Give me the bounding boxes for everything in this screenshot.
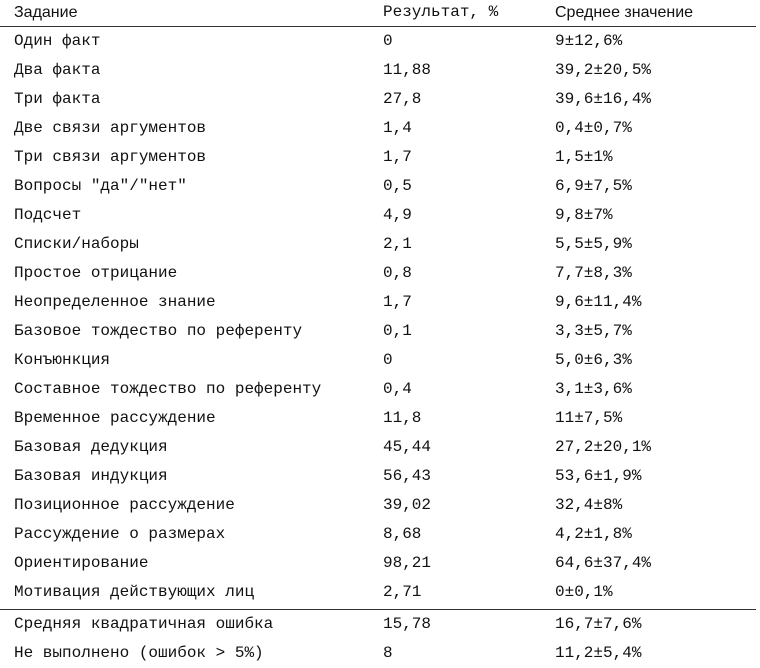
table-body xyxy=(0,27,756,607)
cell-mean: 64,6±37,4% xyxy=(555,554,652,572)
cell-result: 98,21 xyxy=(383,554,432,572)
cell-result: 0,8 xyxy=(383,264,412,282)
cell-mean: 3,3±5,7% xyxy=(555,322,632,340)
table-row xyxy=(0,85,756,114)
cell-task: Средняя квадратичная ошибка xyxy=(14,615,274,633)
cell-result: 56,43 xyxy=(383,467,432,485)
cell-result: 27,8 xyxy=(383,90,422,108)
cell-mean: 16,7±7,6% xyxy=(555,615,642,633)
cell-result: 1,7 xyxy=(383,293,412,311)
table-row xyxy=(0,288,756,317)
table-row xyxy=(0,172,756,201)
table-row xyxy=(0,462,756,491)
cell-result: 8,68 xyxy=(383,525,422,543)
table-row xyxy=(0,578,756,607)
cell-result: 8 xyxy=(383,644,393,662)
table-row xyxy=(0,230,756,259)
cell-mean: 39,2±20,5% xyxy=(555,61,652,79)
table-row xyxy=(0,549,756,578)
cell-task: Базовое тождество по референту xyxy=(14,322,303,340)
cell-result: 39,02 xyxy=(383,496,432,514)
cell-task: Позиционное рассуждение xyxy=(14,496,235,514)
table-row xyxy=(0,56,756,85)
table-row xyxy=(0,259,756,288)
cell-mean: 4,2±1,8% xyxy=(555,525,632,543)
cell-mean: 7,7±8,3% xyxy=(555,264,632,282)
cell-task: Вопросы "да"/"нет" xyxy=(14,177,187,195)
table-row xyxy=(0,375,756,404)
cell-task: Базовая дедукция xyxy=(14,438,168,456)
cell-result: 11,8 xyxy=(383,409,422,427)
header-mean: Среднее значение xyxy=(555,4,694,21)
cell-mean: 1,5±1% xyxy=(555,148,613,166)
header-result: Результат, % xyxy=(383,3,499,21)
cell-mean: 27,2±20,1% xyxy=(555,438,652,456)
cell-mean: 0±0,1% xyxy=(555,583,613,601)
cell-mean: 5,0±6,3% xyxy=(555,351,632,369)
cell-task: Временное рассуждение xyxy=(14,409,216,427)
cell-mean: 6,9±7,5% xyxy=(555,177,632,195)
cell-result: 0,4 xyxy=(383,380,412,398)
table-row xyxy=(0,491,756,520)
cell-result: 2,71 xyxy=(383,583,422,601)
cell-task: Конъюнкция xyxy=(14,351,111,369)
cell-result: 15,78 xyxy=(383,615,432,633)
cell-mean: 5,5±5,9% xyxy=(555,235,632,253)
table-row xyxy=(0,317,756,346)
cell-mean: 3,1±3,6% xyxy=(555,380,632,398)
header-task: Задание xyxy=(14,4,78,21)
cell-mean: 39,6±16,4% xyxy=(555,90,652,108)
cell-task: Списки/наборы xyxy=(14,235,139,253)
cell-mean: 9,8±7% xyxy=(555,206,613,224)
cell-task: Неопределенное знание xyxy=(14,293,216,311)
cell-task: Базовая индукция xyxy=(14,467,168,485)
cell-result: 1,4 xyxy=(383,119,412,137)
cell-task: Две связи аргументов xyxy=(14,119,207,137)
cell-result: 45,44 xyxy=(383,438,432,456)
cell-result: 4,9 xyxy=(383,206,412,224)
cell-task: Два факта xyxy=(14,61,101,79)
cell-mean: 0,4±0,7% xyxy=(555,119,632,137)
table-row xyxy=(0,433,756,462)
table-header xyxy=(0,0,756,26)
cell-task: Не выполнено (ошибок > 5%) xyxy=(14,644,264,662)
cell-task: Мотивация действующих лиц xyxy=(14,583,255,601)
cell-result: 2,1 xyxy=(383,235,412,253)
table-row xyxy=(0,143,756,172)
cell-task: Три факта xyxy=(14,90,101,108)
cell-task: Подсчет xyxy=(14,206,82,224)
cell-result: 1,7 xyxy=(383,148,412,166)
cell-task: Три связи аргументов xyxy=(14,148,207,166)
cell-result: 0,1 xyxy=(383,322,412,340)
cell-mean: 53,6±1,9% xyxy=(555,467,642,485)
summary-row xyxy=(0,610,756,639)
cell-result: 0 xyxy=(383,32,393,50)
cell-mean: 9,6±11,4% xyxy=(555,293,642,311)
table-summary xyxy=(0,610,756,668)
table-row xyxy=(0,27,756,56)
summary-row xyxy=(0,639,756,668)
cell-mean: 11,2±5,4% xyxy=(555,644,642,662)
cell-task: Один факт xyxy=(14,32,101,50)
table-row xyxy=(0,404,756,433)
table-row xyxy=(0,201,756,230)
cell-mean: 11±7,5% xyxy=(555,409,623,427)
table-row xyxy=(0,520,756,549)
cell-task: Ориентирование xyxy=(14,554,149,572)
table-row xyxy=(0,346,756,375)
cell-result: 0 xyxy=(383,351,393,369)
cell-task: Рассуждение о размерах xyxy=(14,525,226,543)
cell-result: 11,88 xyxy=(383,61,432,79)
table-row xyxy=(0,114,756,143)
cell-mean: 9±12,6% xyxy=(555,32,623,50)
cell-task: Составное тождество по референту xyxy=(14,380,322,398)
cell-task: Простое отрицание xyxy=(14,264,178,282)
cell-result: 0,5 xyxy=(383,177,412,195)
cell-mean: 32,4±8% xyxy=(555,496,623,514)
